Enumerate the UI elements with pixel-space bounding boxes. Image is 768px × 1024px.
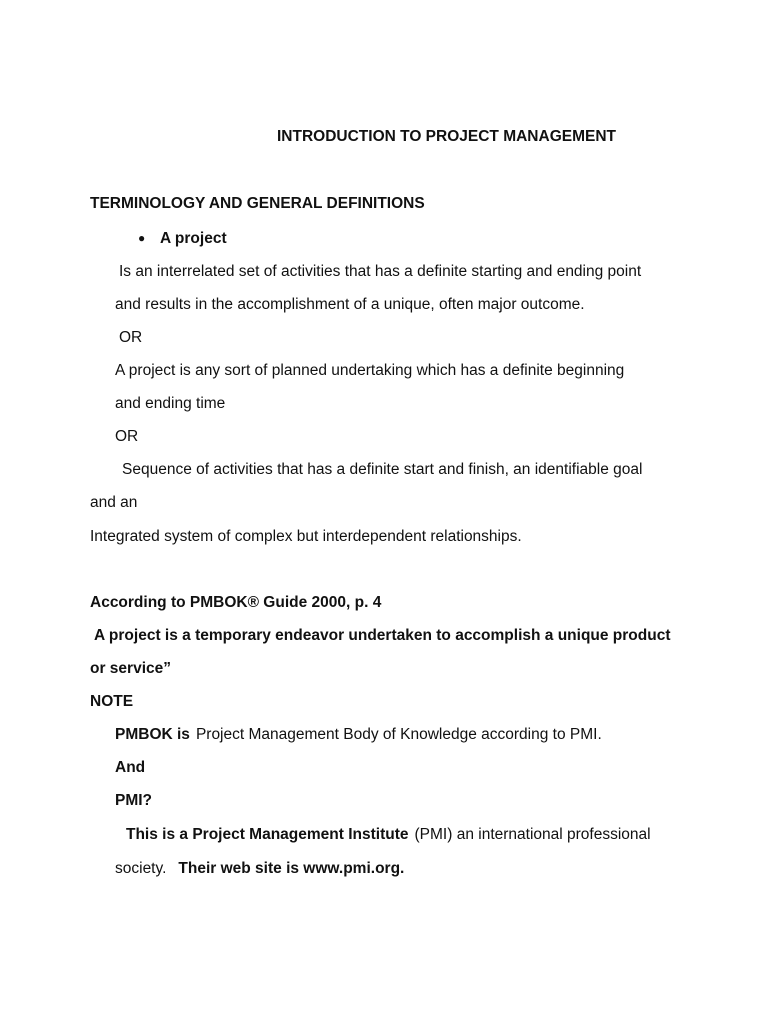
note-heading: NOTE — [90, 693, 134, 710]
pmbok-quote-line2: or service” — [90, 660, 171, 677]
definition3-line1: Sequence of activities that has a definite start and finish, an identifiable goal — [122, 461, 643, 478]
pmi-website-row — [115, 859, 404, 879]
definition3-line2: and an — [90, 494, 138, 511]
pmi-intro: This is a Project Management Institute — [126, 826, 409, 843]
definition1-line2: and results in the accomplishment of a unique, often major outcome. — [115, 296, 585, 313]
definition1-line1: Is an interrelated set of activities that has a definite starting and ending point — [119, 263, 642, 280]
pmbok-reference: According to PMBOK® Guide 2000, p. 4 — [90, 594, 382, 611]
definition2-line1: A project is any sort of planned undertaking which has a definite beginning — [115, 362, 625, 379]
pmi-definition-row — [126, 825, 651, 845]
section-heading: TERMINOLOGY AND GENERAL DEFINITIONS — [90, 195, 425, 212]
pmbok-definition: Project Management Body of Knowledge according to PMI. — [195, 726, 602, 743]
website-text: Their web site is www.pmi.org. — [178, 860, 405, 877]
document-title: INTRODUCTION TO PROJECT MANAGEMENT — [277, 128, 616, 145]
and-label: And — [115, 759, 146, 776]
pmi-description: (PMI) an international professional — [414, 826, 651, 843]
bullet-item — [138, 228, 227, 249]
pmbok-definition-row — [115, 725, 602, 745]
bullet-icon: ● — [138, 231, 146, 245]
pmi-question: PMI? — [115, 792, 153, 809]
definition2-line2: and ending time — [115, 395, 226, 412]
pmbok-term: PMBOK is — [115, 726, 190, 743]
bullet-label: A project — [160, 230, 227, 247]
or-separator-1: OR — [119, 329, 143, 346]
definition3-line3: Integrated system of complex but interdependent relationships. — [90, 528, 522, 545]
pmi-description-line2: society. — [115, 860, 167, 877]
or-separator-2: OR — [115, 428, 139, 445]
pmbok-quote-line1: A project is a temporary endeavor undertaken to accomplish a unique product — [94, 627, 671, 644]
